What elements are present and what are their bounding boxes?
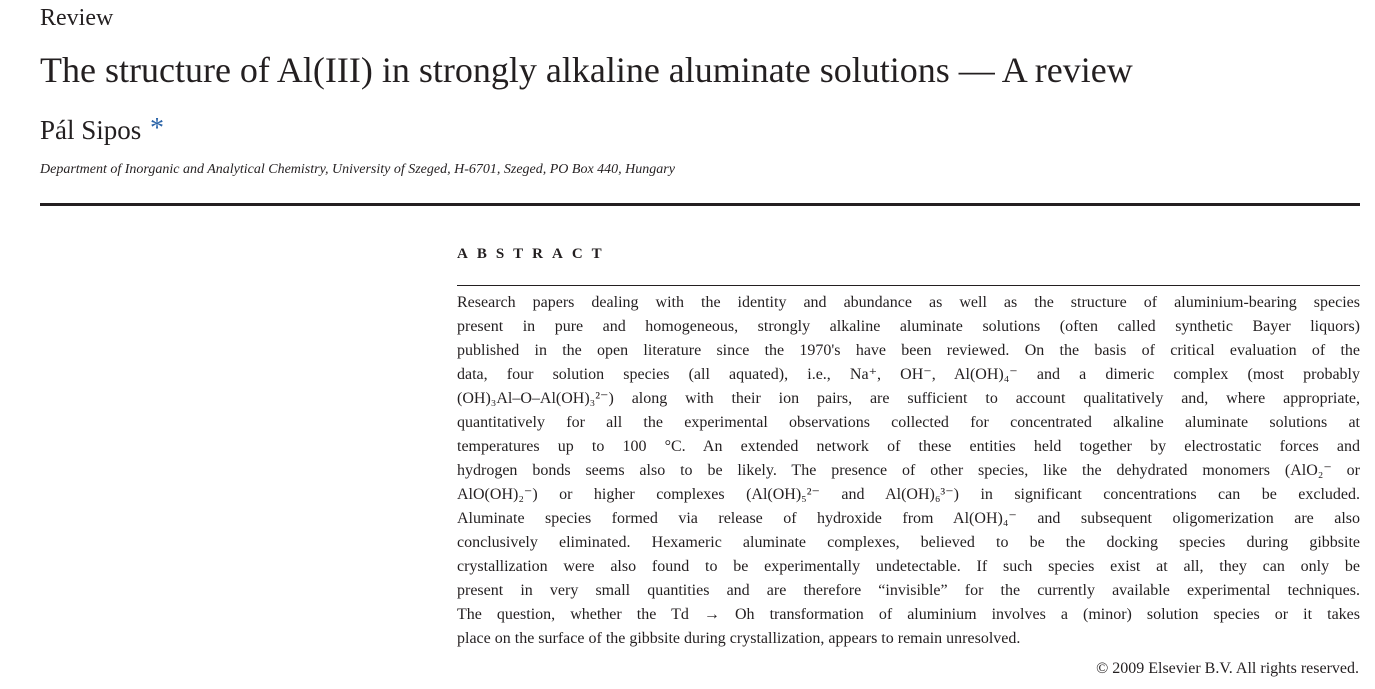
abstract-line: present in very small quantities and are therefore “invisible” for the currently available experimental techniques. <box>457 582 1360 599</box>
author-name: Pál Sipos <box>40 115 142 145</box>
abstract-body <box>457 291 1360 651</box>
abstract-line: published in the open literature since the 1970's have been reviewed. On the basis of critical evaluation of the <box>457 342 1360 359</box>
abstract-line: conclusively eliminated. Hexameric aluminate complexes, believed to be the docking species during gibbsite <box>457 534 1360 551</box>
abstract-divider <box>457 285 1360 286</box>
abstract-line: The question, whether the Td → Oh transformation of aluminium involves a (minor) solution species or it takes <box>457 606 1360 623</box>
abstract-line: (OH)₃Al–O–Al(OH)₃²⁻) along with their ion pairs, are sufficient to account qualitatively and, where appropriate, <box>457 390 1360 407</box>
abstract-line: AlO(OH)₂⁻) or higher complexes (Al(OH)₅²⁻ and Al(OH)₆³⁻) in significant concentrations can be excluded. <box>457 486 1360 503</box>
abstract-line: quantitatively for all the experimental observations collected for concentrated alkaline aluminate solutions at <box>457 414 1360 431</box>
paper-title: The structure of Al(III) in strongly alkaline aluminate solutions — A review <box>40 50 1133 90</box>
author-affiliation: Department of Inorganic and Analytical Chemistry, University of Szeged, H-6701, Szeged, PO Box 440, Hungary <box>40 162 675 177</box>
corresponding-author-marker[interactable]: * <box>150 113 165 144</box>
copyright-notice: © 2009 Elsevier B.V. All rights reserved. <box>1096 660 1359 677</box>
abstract-line: crystallization were also found to be experimentally undetectable. If such species exist at all, they can only be <box>457 558 1360 575</box>
abstract-line: Aluminate species formed via release of hydroxide from Al(OH)₄⁻ and subsequent oligomerization are also <box>457 510 1360 527</box>
abstract-line: data, four solution species (all aquated), i.e., Na⁺, OH⁻, Al(OH)₄⁻ and a dimeric complex (most probably <box>457 366 1360 383</box>
abstract-line: present in pure and homogeneous, strongly alkaline aluminate solutions (often called synthetic Bayer liquors) <box>457 318 1360 335</box>
abstract-line: place on the surface of the gibbsite during crystallization, appears to remain unresolved. <box>457 630 1021 647</box>
author-line <box>40 114 164 147</box>
abstract-line: temperatures up to 100 °C. An extended network of these entities held together by electrostatic forces and <box>457 438 1360 455</box>
header-divider <box>40 203 1360 206</box>
abstract-heading: ABSTRACT <box>457 246 611 262</box>
article-type-label: Review <box>40 5 114 31</box>
abstract-line: Research papers dealing with the identity and abundance as well as the structure of aluminium-bearing species <box>457 294 1360 311</box>
abstract-line: hydrogen bonds seems also to be likely. The presence of other species, like the dehydrated monomers (AlO₂⁻ or <box>457 462 1360 479</box>
